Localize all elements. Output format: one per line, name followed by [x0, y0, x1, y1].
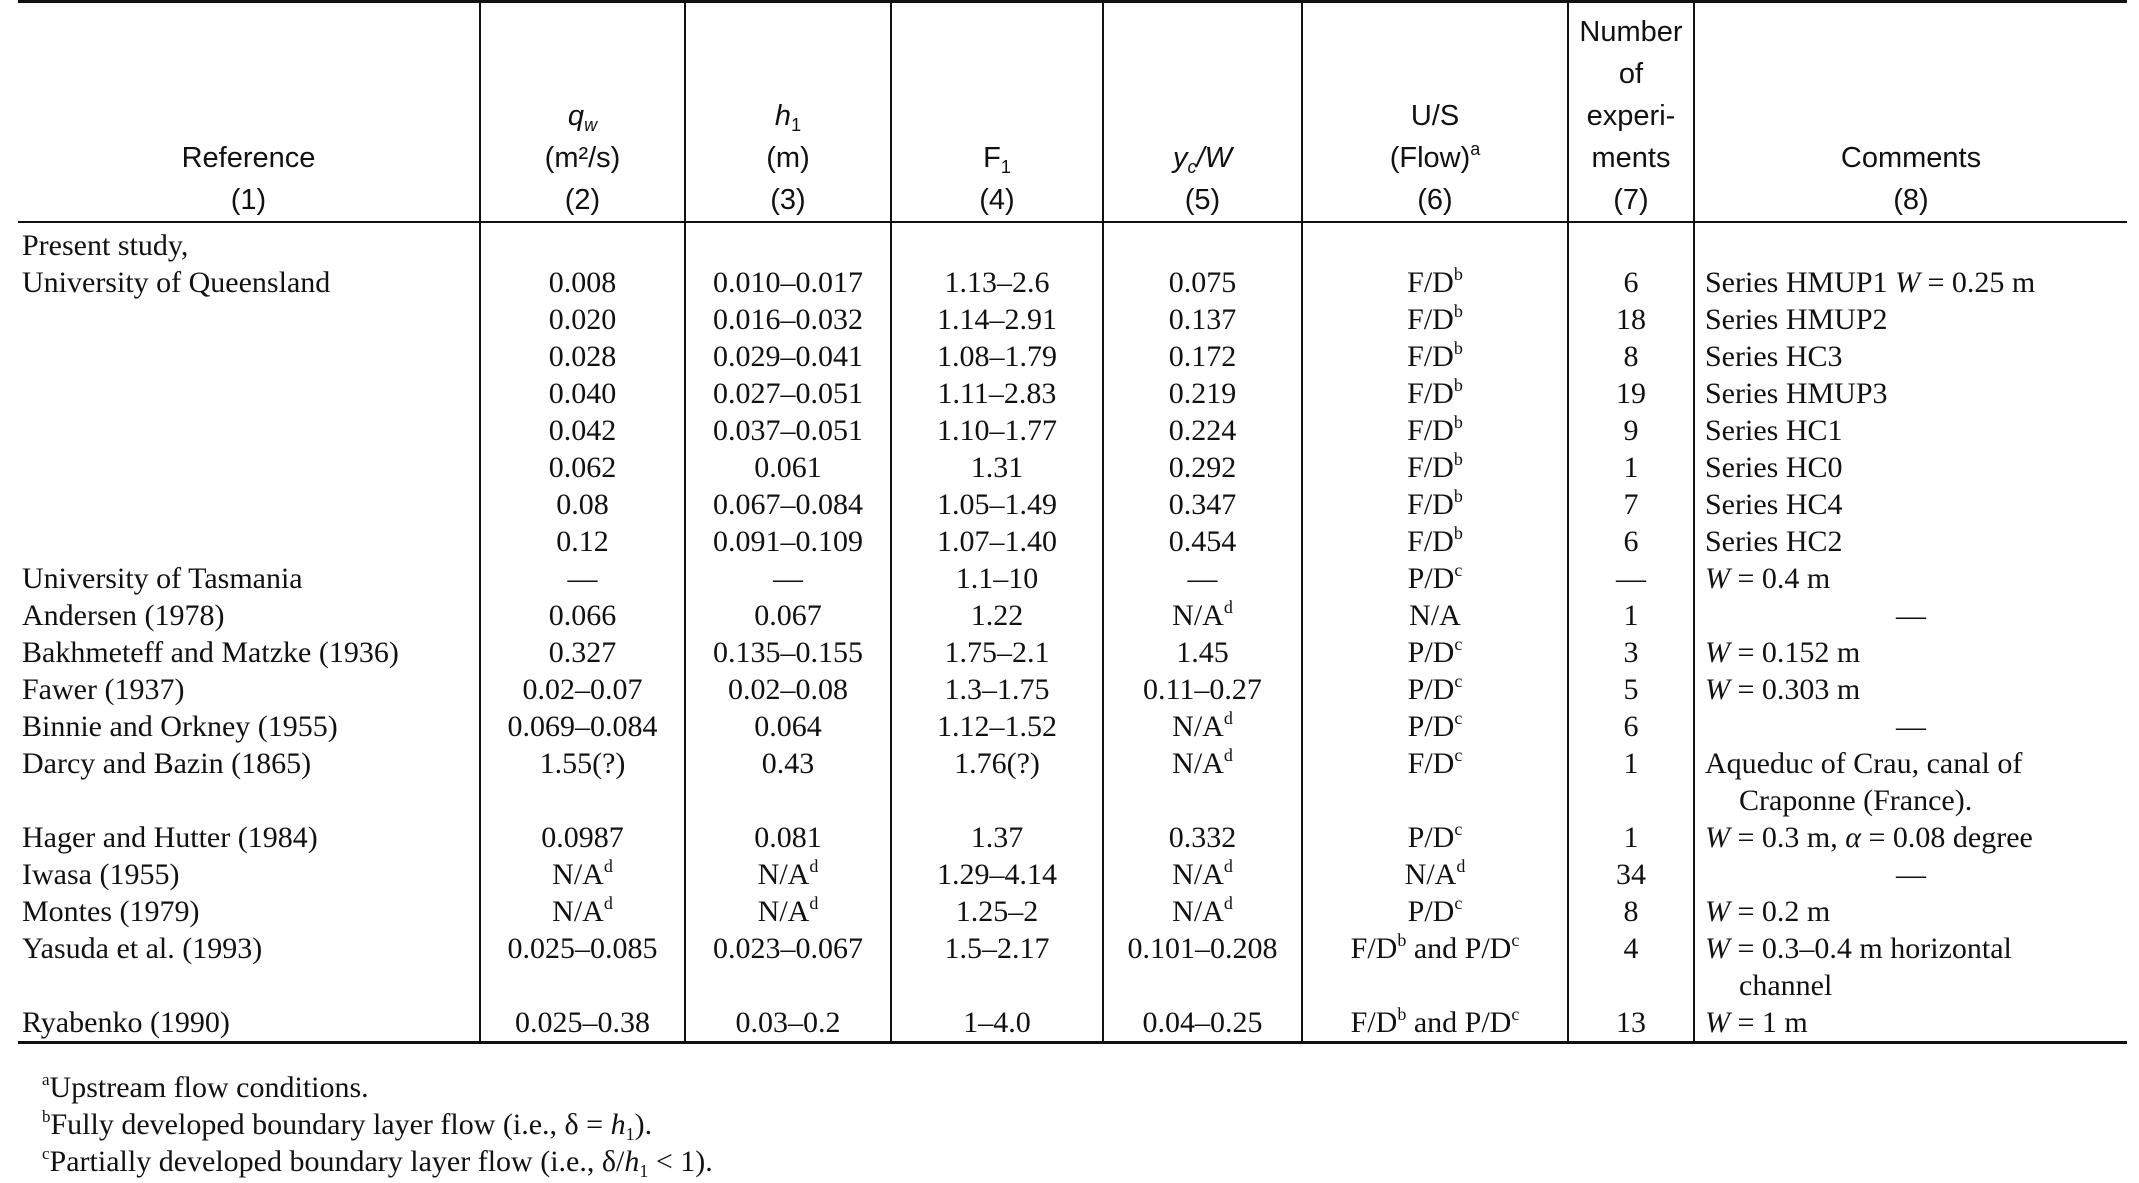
table-cell-us-flow: $F/D^b$	[1302, 449, 1568, 486]
table-cell-yc-w: $N/A^d$	[1103, 856, 1302, 893]
table-row	[18, 634, 2127, 671]
table-row	[18, 338, 2127, 375]
table-cell-us-flow: $F/D^b$ and $P/D^c$	[1302, 930, 1568, 1004]
table-cell-h1: 0.023–0.067	[685, 930, 891, 1004]
table-cell-comments: W = 0.3 m, α = 0.08 degree	[1705, 821, 2033, 854]
table-cell-comments: W = 0.152 m	[1705, 636, 1861, 669]
footnote: $^c$Partially developed boundary layer flow (i.e., $\delta/h_1 < 1$).	[42, 1144, 713, 1181]
table-cell-reference	[18, 486, 480, 523]
table-row	[18, 412, 2127, 449]
table-cell-f1: 1.1–10	[891, 560, 1103, 597]
table-cell-qw: 0.327	[480, 634, 685, 671]
table-cell-f1: 1.11–2.83	[891, 375, 1103, 412]
table-row	[18, 486, 2127, 523]
column-header-label: Reference	[181, 142, 316, 174]
table-cell-f1: 1.3–1.75	[891, 671, 1103, 708]
table-footnotes	[42, 1069, 713, 1180]
table-cell-qw: 0.02–0.07	[480, 671, 685, 708]
table-cell-h1: 0.067	[685, 597, 891, 634]
table-cell-h1: 0.037–0.051	[685, 412, 891, 449]
table-cell-reference: Ryabenko (1990)	[18, 1004, 480, 1043]
table-cell-n-exp: 19	[1568, 375, 1694, 412]
table-cell-n-exp: 4	[1568, 930, 1694, 1004]
table-cell-yc-w: 0.347	[1103, 486, 1302, 523]
table-cell-f1: 1.13–2.6	[891, 264, 1103, 301]
table-row	[18, 560, 2127, 597]
table-cell-comments: Series HC4	[1705, 488, 1843, 521]
table-cell-us-flow: $P/D^c$	[1302, 634, 1568, 671]
table-cell-reference: Andersen (1978)	[18, 597, 480, 634]
table-cell-n-exp: —	[1568, 560, 1694, 597]
column-header-label: ments	[1591, 142, 1671, 174]
table-cell-n-exp: 1	[1568, 819, 1694, 856]
table-cell-yc-w: —	[1103, 560, 1302, 597]
table-cell-f1: 1.14–2.91	[891, 301, 1103, 338]
column-header	[891, 2, 1103, 223]
table-cell-reference: Present study,	[18, 222, 480, 264]
table-cell-reference: University of Queensland	[18, 264, 480, 301]
table-cell-n-exp: 6	[1568, 264, 1694, 301]
table-cell-reference	[18, 338, 480, 375]
table-cell-f1: 1.37	[891, 819, 1103, 856]
table-cell-f1	[891, 222, 1103, 264]
table-cell-us-flow: $P/D^c$	[1302, 708, 1568, 745]
table-cell-comments: Series HMUP3	[1705, 377, 1888, 410]
table-cell-us-flow: $P/D^c$	[1302, 893, 1568, 930]
table-cell-qw: 0.12	[480, 523, 685, 560]
table-cell-yc-w	[1103, 222, 1302, 264]
column-header-label: (m)	[766, 142, 810, 174]
table-cell-yc-w: $N/A^d$	[1103, 893, 1302, 930]
table-cell-n-exp: 7	[1568, 486, 1694, 523]
table-cell-us-flow: $F/D^b$	[1302, 264, 1568, 301]
table-row	[18, 1004, 2127, 1043]
table-row	[18, 671, 2127, 708]
comment-continuation: channel	[1739, 969, 1833, 1002]
table-cell-h1: 0.067–0.084	[685, 486, 891, 523]
table-cell-reference: Yasuda et al. (1993)	[18, 930, 480, 1004]
table-cell-qw: 0.08	[480, 486, 685, 523]
column-header-label: Comments	[1840, 142, 1982, 174]
table-cell-yc-w: $N/A^d$	[1103, 745, 1302, 819]
table-cell-reference: Darcy and Bazin (1865)	[18, 745, 480, 819]
table-row	[18, 893, 2127, 930]
table-cell-h1: 0.43	[685, 745, 891, 819]
table-cell-h1: 0.081	[685, 819, 891, 856]
table-cell-yc-w: 0.137	[1103, 301, 1302, 338]
table-cell-f1: 1.31	[891, 449, 1103, 486]
table-cell-yc-w: 0.454	[1103, 523, 1302, 560]
table-cell-us-flow: $P/D^c$	[1302, 671, 1568, 708]
table-cell-h1: 0.091–0.109	[685, 523, 891, 560]
column-number: (2)	[564, 184, 601, 216]
table-cell-comments: —	[1896, 710, 1926, 743]
table-cell-qw: 0.062	[480, 449, 685, 486]
column-header	[1694, 2, 2127, 223]
column-header-label: U/S	[1410, 100, 1460, 132]
table-cell-qw: 0.069–0.084	[480, 708, 685, 745]
footnote-mark: c	[42, 1144, 50, 1163]
table-cell-h1	[685, 222, 891, 264]
table-cell-h1: $N/A^d$	[685, 893, 891, 930]
table-cell-qw: 0.042	[480, 412, 685, 449]
table-cell-us-flow: $F/D^b$	[1302, 486, 1568, 523]
table-cell-reference: University of Tasmania	[18, 560, 480, 597]
table-cell-h1: 0.061	[685, 449, 891, 486]
table-cell-comments: Series HC1	[1705, 414, 1843, 447]
table-cell-comments: W = 0.4 m	[1705, 562, 1831, 595]
table-cell-comments	[1694, 222, 2127, 264]
table-row	[18, 449, 2127, 486]
footnote-mark: a	[42, 1070, 50, 1089]
table-row	[18, 708, 2127, 745]
table-cell-qw: 0.020	[480, 301, 685, 338]
table-body	[18, 222, 2127, 1043]
table-cell-f1: 1.5–2.17	[891, 930, 1103, 1004]
table-cell-us-flow: $F/D^b$	[1302, 338, 1568, 375]
table-cell-comments: Series HMUP1 W = 0.25 m	[1705, 266, 2036, 299]
table-cell-us-flow: $P/D^c$	[1302, 819, 1568, 856]
table-cell-reference	[18, 412, 480, 449]
table-cell-qw: $N/A^d$	[480, 856, 685, 893]
table-cell-reference	[18, 301, 480, 338]
table-cell-comments: —	[1896, 599, 1926, 632]
column-header-label: (Flow)$^a$	[1389, 139, 1481, 174]
table-cell-yc-w: 0.224	[1103, 412, 1302, 449]
column-number: (8)	[1893, 184, 1929, 216]
table-row	[18, 222, 2127, 264]
table-cell-h1: 0.064	[685, 708, 891, 745]
table-cell-qw: 0.025–0.085	[480, 930, 685, 1004]
table-row	[18, 375, 2127, 412]
table-cell-n-exp: 18	[1568, 301, 1694, 338]
table-cell-yc-w: 0.04–0.25	[1103, 1004, 1302, 1043]
column-header	[1103, 2, 1302, 223]
column-header	[685, 2, 891, 223]
table-cell-n-exp: 13	[1568, 1004, 1694, 1043]
table-cell-us-flow: $P/D^c$	[1302, 560, 1568, 597]
table-cell-n-exp: 8	[1568, 338, 1694, 375]
column-header-label: (m²/s)	[544, 142, 621, 174]
table-cell-qw	[480, 222, 685, 264]
table-cell-comments: W = 1 m	[1705, 1006, 1808, 1039]
table-cell-comments: Series HC2	[1705, 525, 1843, 558]
table-cell-comments: Aqueduc of Crau, canal of Craponne (France).	[1694, 745, 2127, 819]
table-cell-h1: 0.02–0.08	[685, 671, 891, 708]
table-cell-us-flow: $F/D^b$ and $P/D^c$	[1302, 1004, 1568, 1043]
table-cell-qw: 0.028	[480, 338, 685, 375]
column-header	[1302, 2, 1568, 223]
table-cell-yc-w: 0.101–0.208	[1103, 930, 1302, 1004]
table-cell-qw: 0.008	[480, 264, 685, 301]
table-cell-comments: Series HC3	[1705, 340, 1843, 373]
table-cell-h1: 0.029–0.041	[685, 338, 891, 375]
table-cell-us-flow: $F/D^b$	[1302, 523, 1568, 560]
table-cell-reference: Fawer (1937)	[18, 671, 480, 708]
table-cell-h1: 0.010–0.017	[685, 264, 891, 301]
table-cell-f1: 1.76(?)	[891, 745, 1103, 819]
table-cell-yc-w: 1.45	[1103, 634, 1302, 671]
column-header	[1568, 2, 1694, 223]
table-header-row	[18, 2, 2127, 223]
table-cell-reference: Hager and Hutter (1984)	[18, 819, 480, 856]
table-cell-reference	[18, 375, 480, 412]
table-cell-h1: 0.03–0.2	[685, 1004, 891, 1043]
comment-continuation: Craponne (France).	[1739, 784, 1973, 817]
column-number: (4)	[979, 184, 1015, 216]
table-cell-us-flow: $F/D^b$	[1302, 301, 1568, 338]
table-cell-n-exp: 3	[1568, 634, 1694, 671]
table-cell-reference: Binnie and Orkney (1955)	[18, 708, 480, 745]
table-cell-comments: W = 0.2 m	[1705, 895, 1831, 928]
table-cell-f1: 1.07–1.40	[891, 523, 1103, 560]
column-header-label: Number	[1579, 16, 1683, 48]
table-cell-us-flow: $F/D^b$	[1302, 412, 1568, 449]
column-header-label: experi-	[1586, 100, 1676, 132]
table-cell-f1: 1.29–4.14	[891, 856, 1103, 893]
column-header-label: $F_1$	[983, 142, 1011, 177]
column-header-label: $q_w$	[567, 100, 598, 135]
table-cell-us-flow: $F/D^c$	[1302, 745, 1568, 819]
table-cell-f1: 1.05–1.49	[891, 486, 1103, 523]
table-cell-us-flow: $F/D^b$	[1302, 375, 1568, 412]
table-cell-h1: 0.016–0.032	[685, 301, 891, 338]
table-cell-h1: $N/A^d$	[685, 856, 891, 893]
table-cell-qw: 0.066	[480, 597, 685, 634]
table-cell-us-flow	[1302, 222, 1568, 264]
table-row	[18, 597, 2127, 634]
table-cell-yc-w: 0.075	[1103, 264, 1302, 301]
table-cell-qw: 0.0987	[480, 819, 685, 856]
table-cell-us-flow: N/A	[1302, 597, 1568, 634]
column-header-label: of	[1618, 58, 1644, 90]
table-row	[18, 930, 2127, 1004]
table-cell-qw: —	[480, 560, 685, 597]
column-header-label: $y_c/W$	[1173, 142, 1232, 177]
table-cell-yc-w: 0.332	[1103, 819, 1302, 856]
footnote: $^b$Fully developed boundary layer flow (i.e., $\delta = h_1$).	[42, 1107, 653, 1144]
table-row	[18, 523, 2127, 560]
table-row	[18, 856, 2127, 893]
table-cell-qw: $N/A^d$	[480, 893, 685, 930]
table-cell-h1: 0.027–0.051	[685, 375, 891, 412]
table-cell-comments: W = 0.303 m	[1705, 673, 1861, 706]
table-row	[18, 301, 2127, 338]
table-cell-f1: 1.25–2	[891, 893, 1103, 930]
table-cell-f1: 1.10–1.77	[891, 412, 1103, 449]
table-cell-qw: 1.55(?)	[480, 745, 685, 819]
experiments-table	[18, 0, 2127, 1044]
table-row	[18, 819, 2127, 856]
table-cell-qw: 0.040	[480, 375, 685, 412]
column-header-label: $h_1$	[774, 100, 802, 135]
table-cell-reference: Iwasa (1955)	[18, 856, 480, 893]
table-cell-reference	[18, 449, 480, 486]
table-cell-h1: 0.135–0.155	[685, 634, 891, 671]
table-cell-reference: Bakhmeteff and Matzke (1936)	[18, 634, 480, 671]
table-cell-n-exp: 5	[1568, 671, 1694, 708]
column-header	[480, 2, 685, 223]
table-cell-comments: Series HC0	[1705, 451, 1843, 484]
column-number: (7)	[1613, 184, 1649, 216]
column-header	[18, 2, 480, 223]
table-cell-us-flow: $N/A^d$	[1302, 856, 1568, 893]
column-number: (3)	[770, 184, 806, 216]
table-cell-comments: —	[1896, 858, 1926, 891]
table-cell-qw: 0.025–0.38	[480, 1004, 685, 1043]
table-cell-yc-w: $N/A^d$	[1103, 708, 1302, 745]
table-container	[18, 0, 2127, 1044]
column-number: (1)	[230, 184, 267, 216]
table-cell-yc-w: 0.11–0.27	[1103, 671, 1302, 708]
table-cell-reference: Montes (1979)	[18, 893, 480, 930]
table-cell-f1: 1.75–2.1	[891, 634, 1103, 671]
table-cell-f1: 1–4.0	[891, 1004, 1103, 1043]
table-cell-n-exp	[1568, 222, 1694, 264]
table-cell-yc-w: 0.292	[1103, 449, 1302, 486]
table-cell-n-exp: 34	[1568, 856, 1694, 893]
table-cell-comments: W = 0.3–0.4 m horizontal channel	[1694, 930, 2127, 1004]
table-cell-reference	[18, 523, 480, 560]
column-number: (5)	[1184, 184, 1221, 216]
table-cell-f1: 1.22	[891, 597, 1103, 634]
table-cell-h1: —	[685, 560, 891, 597]
table-cell-n-exp: 6	[1568, 708, 1694, 745]
table-cell-f1: 1.12–1.52	[891, 708, 1103, 745]
table-cell-n-exp: 1	[1568, 745, 1694, 819]
footnote: $^a$Upstream flow conditions.	[42, 1070, 369, 1104]
table-cell-n-exp: 1	[1568, 597, 1694, 634]
table-cell-yc-w: 0.172	[1103, 338, 1302, 375]
table-row	[18, 745, 2127, 819]
table-cell-comments: Series HMUP2	[1705, 303, 1888, 336]
footnote-mark: b	[42, 1107, 51, 1126]
table-cell-n-exp: 8	[1568, 893, 1694, 930]
table-cell-yc-w: $N/A^d$	[1103, 597, 1302, 634]
table-row	[18, 264, 2127, 301]
table-cell-n-exp: 9	[1568, 412, 1694, 449]
column-number: (6)	[1417, 184, 1453, 216]
table-cell-n-exp: 1	[1568, 449, 1694, 486]
table-cell-yc-w: 0.219	[1103, 375, 1302, 412]
table-cell-f1: 1.08–1.79	[891, 338, 1103, 375]
table-cell-n-exp: 6	[1568, 523, 1694, 560]
